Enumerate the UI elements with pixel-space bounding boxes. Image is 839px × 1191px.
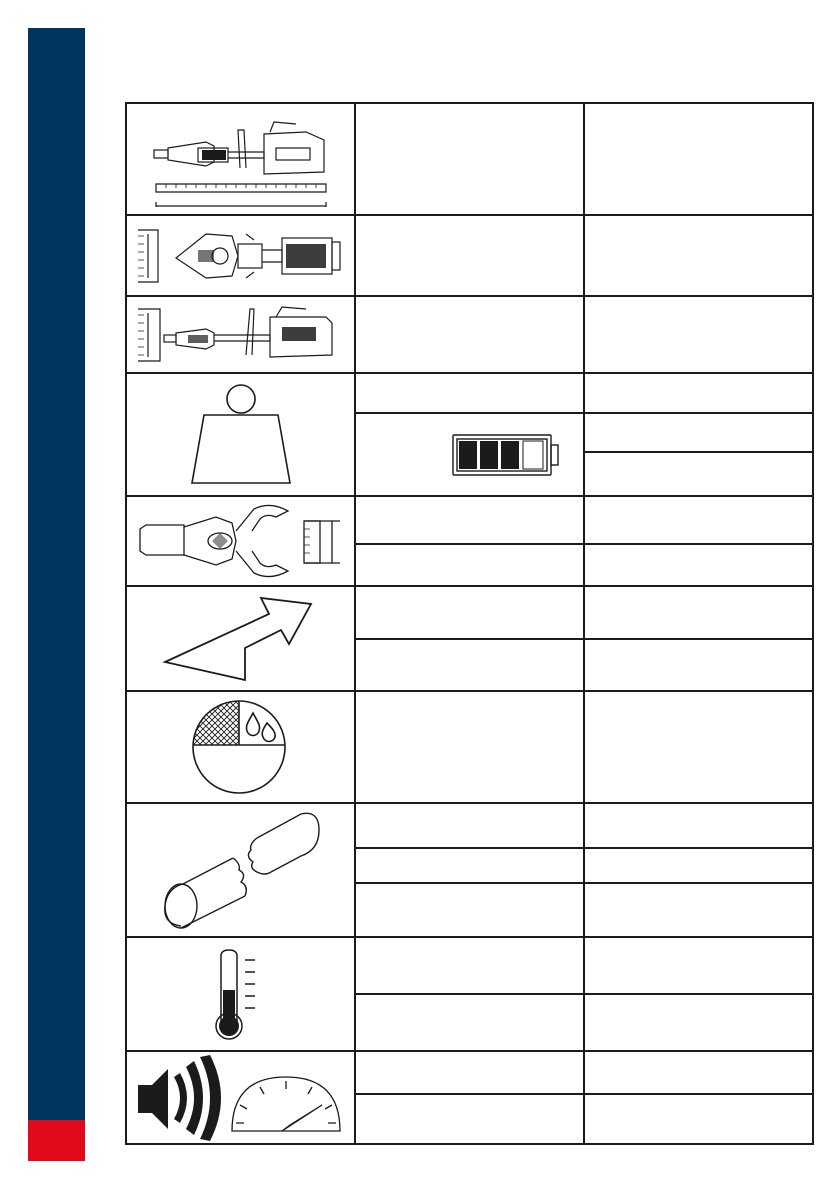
- side-band: [28, 28, 85, 1120]
- spec-label: [355, 496, 584, 544]
- cutting-capacity-icon: [161, 806, 321, 934]
- noise-level-icon: [136, 1055, 346, 1141]
- table-row: [126, 937, 813, 994]
- specifications-table: [125, 102, 814, 1145]
- table-row: [126, 496, 813, 544]
- thermometer-icon: [211, 948, 271, 1040]
- table-row: [126, 586, 813, 639]
- spec-value: [584, 691, 813, 803]
- spec-label: [355, 1051, 584, 1094]
- spec-value: [584, 883, 813, 937]
- icon-cell: [126, 691, 355, 803]
- table-row: [126, 803, 813, 848]
- icon-cell: [126, 586, 355, 691]
- table-row: [126, 103, 813, 215]
- battery-icon: [451, 433, 561, 477]
- protection-rating-icon: [191, 699, 291, 795]
- jaw-opening-icon: [136, 501, 346, 581]
- spec-value: [584, 848, 813, 883]
- table-row: [126, 373, 813, 413]
- icon-cell: [126, 103, 355, 215]
- icon-cell: [126, 803, 355, 937]
- table-row: [126, 691, 813, 803]
- spec-value: [584, 215, 813, 296]
- spec-value: [584, 639, 813, 691]
- spec-value: [584, 1051, 813, 1094]
- icon-cell: [126, 215, 355, 296]
- tool-height-icon: [136, 305, 346, 365]
- spec-value: [584, 803, 813, 848]
- icon-cell: [126, 296, 355, 373]
- side-band-footer: [28, 1120, 85, 1161]
- spec-label: [355, 103, 584, 215]
- spec-label: [355, 803, 584, 848]
- spec-label: [355, 373, 584, 413]
- spec-value: [584, 586, 813, 639]
- weight-icon: [186, 383, 296, 487]
- table-row: [126, 296, 813, 373]
- spec-label: [355, 639, 584, 691]
- spec-label: [355, 994, 584, 1051]
- icon-cell: [126, 373, 355, 496]
- spec-value: [584, 373, 813, 413]
- force-arrow-icon: [161, 592, 321, 686]
- spec-label: [355, 544, 584, 586]
- table-row: [126, 215, 813, 296]
- icon-cell: [126, 1051, 355, 1144]
- table-row: [126, 1051, 813, 1094]
- tool-length-icon: [146, 112, 336, 207]
- spec-label: [355, 848, 584, 883]
- spec-label: [355, 586, 584, 639]
- spec-value: [584, 452, 813, 496]
- spec-label: [355, 691, 584, 803]
- spec-label: [355, 1094, 584, 1144]
- spec-value: [584, 103, 813, 215]
- spec-value: [584, 296, 813, 373]
- tool-width-icon: [136, 226, 346, 286]
- spec-label: [355, 937, 584, 994]
- icon-cell: [126, 937, 355, 1051]
- spec-value: [584, 937, 813, 994]
- spec-value: [584, 1094, 813, 1144]
- spec-value: [584, 994, 813, 1051]
- spec-label: [355, 296, 584, 373]
- spec-value: [584, 413, 813, 452]
- battery-cell: [355, 413, 584, 496]
- icon-cell: [126, 496, 355, 586]
- spec-value: [584, 496, 813, 544]
- spec-label: [355, 215, 584, 296]
- spec-label: [355, 883, 584, 937]
- spec-value: [584, 544, 813, 586]
